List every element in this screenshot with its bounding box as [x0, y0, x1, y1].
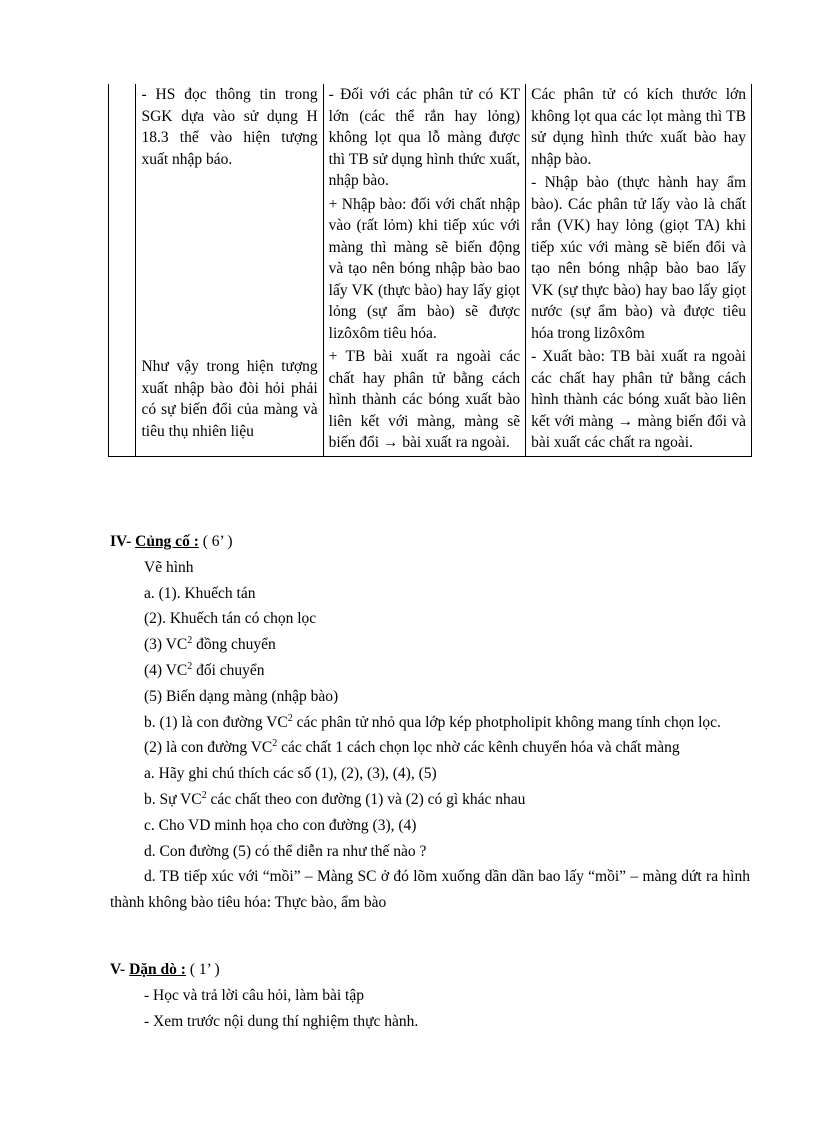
section-heading: [110, 957, 750, 983]
text-part: các chất 1 cách chọn lọc nhờ các kênh chuyển hóa và chất màng: [277, 739, 680, 757]
text-line: - Xem trước nội dung thí nghiệm thực hành.: [144, 1012, 419, 1030]
answer-paragraph: d. TB tiếp xúc với “mồi” – Màng SC ở đó lõm xuống dần dần bao lấy “mồi” – màng dứt ra hình thành không bào tiêu hóa: Thực bào, ẩm bào: [110, 868, 750, 912]
text-part: các phân tử nhỏ qua lớp kép photpholipit không mang tính chọn lọc.: [292, 713, 721, 731]
question-line: c. Cho VD minh họa cho con đường (3), (4): [144, 816, 417, 834]
col2-paragraph: + Nhập bào: đối với chất nhập vào (rất lỏm) khi tiếp xúc với màng thì màng sẽ biến động và tạo nên bóng nhập bào bao lấy VK (thực bào) hay lấy giọt lỏng (sự ẩm bào) sẽ được lizôxôm tiêu hóa.: [328, 195, 521, 342]
text-part: (2) là con đường VC: [144, 739, 273, 757]
superscript: 2: [187, 660, 193, 672]
superscript: 2: [187, 635, 193, 647]
col3-paragraph: Các phân tử có kích thước lớn không lọt qua các lọt màng thì TB sử dụng hình thức xuất bào hay nhập bào.: [531, 86, 746, 168]
summary-cell: [526, 84, 752, 456]
superscript: 2: [201, 789, 207, 801]
text-part: đồng chuyển: [192, 636, 276, 654]
content-cell: [323, 84, 525, 456]
section-number: V-: [110, 961, 130, 978]
text-line: a. (1). Khuếch tán: [144, 584, 256, 602]
col3-paragraph: - Nhập bào (thực hành hay ẩm bào). Các phân tử lấy vào là chất rắn (VK) hay lỏng (giọt TA) khi tiếp xúc với màng sẽ biến đổi và tạo nên bóng nhập bào bao lấy VK (sự thực bào) hay bao lấy giọt nước (sự ẩm bào) và được tiêu hóa trong lizôxôm: [531, 174, 746, 342]
text-line: Vẽ hình: [144, 558, 194, 576]
text-part: b. Sự VC: [144, 790, 202, 808]
text-line: (2). Khuếch tán có chọn lọc: [144, 610, 317, 628]
lesson-table: [108, 84, 752, 457]
text-part: b. (1) là con đường VC: [144, 713, 288, 731]
text-line: [110, 658, 750, 684]
section-consolidation: [110, 529, 750, 916]
col2-paragraph: + TB bài xuất ra ngoài các chất hay phân tử bằng cách hình thành các bóng xuất bào liên kết với màng, màng sẽ biến đổi → bài xuất ra ngoài.: [328, 348, 521, 451]
section-title: Dặn dò :: [129, 961, 186, 978]
question-line: [110, 787, 750, 813]
superscript: 2: [272, 738, 278, 750]
question-line: a. Hãy ghi chú thích các số (1), (2), (3), (4), (5): [144, 765, 437, 783]
section-time: ( 6’ ): [198, 533, 233, 550]
text-line: [110, 632, 750, 658]
col2-paragraph: - Đối với các phân tử có KT lớn (các thể rắn hay lỏng) không lọt qua lỗ màng được thì TB sử dụng hình thức xuất, nhập bào.: [328, 86, 521, 189]
text-line: - Học và trả lời câu hỏi, làm bài tập: [144, 986, 364, 1004]
text-line: (5) Biến dạng màng (nhập bào): [144, 687, 339, 705]
section-time: ( 1’ ): [185, 961, 220, 978]
section-title: Củng cố :: [135, 533, 199, 550]
text-part: đối chuyển: [192, 661, 265, 679]
section-number: IV-: [110, 533, 136, 550]
question-line: d. Con đường (5) có thể diễn ra như thế nào ?: [144, 842, 427, 860]
col1-spacer: [141, 172, 317, 356]
text-part: các chất theo con đường (1) và (2) có gì khác nhau: [206, 790, 526, 808]
text-part: (3) VC: [144, 636, 188, 654]
teacher-activity-cell: [136, 84, 323, 456]
section-homework: [110, 957, 750, 1034]
col1-bottom-text: Như vậy trong hiện tượng xuất nhập bào đòi hỏi phải có sự biến đổi của màng và tiêu thụ nhiên liệu: [141, 358, 318, 440]
text-paragraph: [110, 710, 750, 736]
table-row: [109, 84, 752, 456]
col3-paragraph: - Xuất bào: TB bài xuất ra ngoài các chất hay phân tử bằng cách hình thành các bóng xuất bào liên kết với màng → màng biến đổi và bài xuất các chất ra ngoài.: [531, 348, 746, 451]
text-paragraph: [110, 735, 750, 761]
col1-top-text: - HS đọc thông tin trong SGK dựa vào sử dụng H 18.3 thể vào hiện tượng xuất nhập báo.: [141, 86, 318, 168]
table-cell-empty: [109, 84, 136, 456]
superscript: 2: [287, 712, 293, 724]
section-heading: [110, 529, 750, 555]
text-part: (4) VC: [144, 661, 188, 679]
